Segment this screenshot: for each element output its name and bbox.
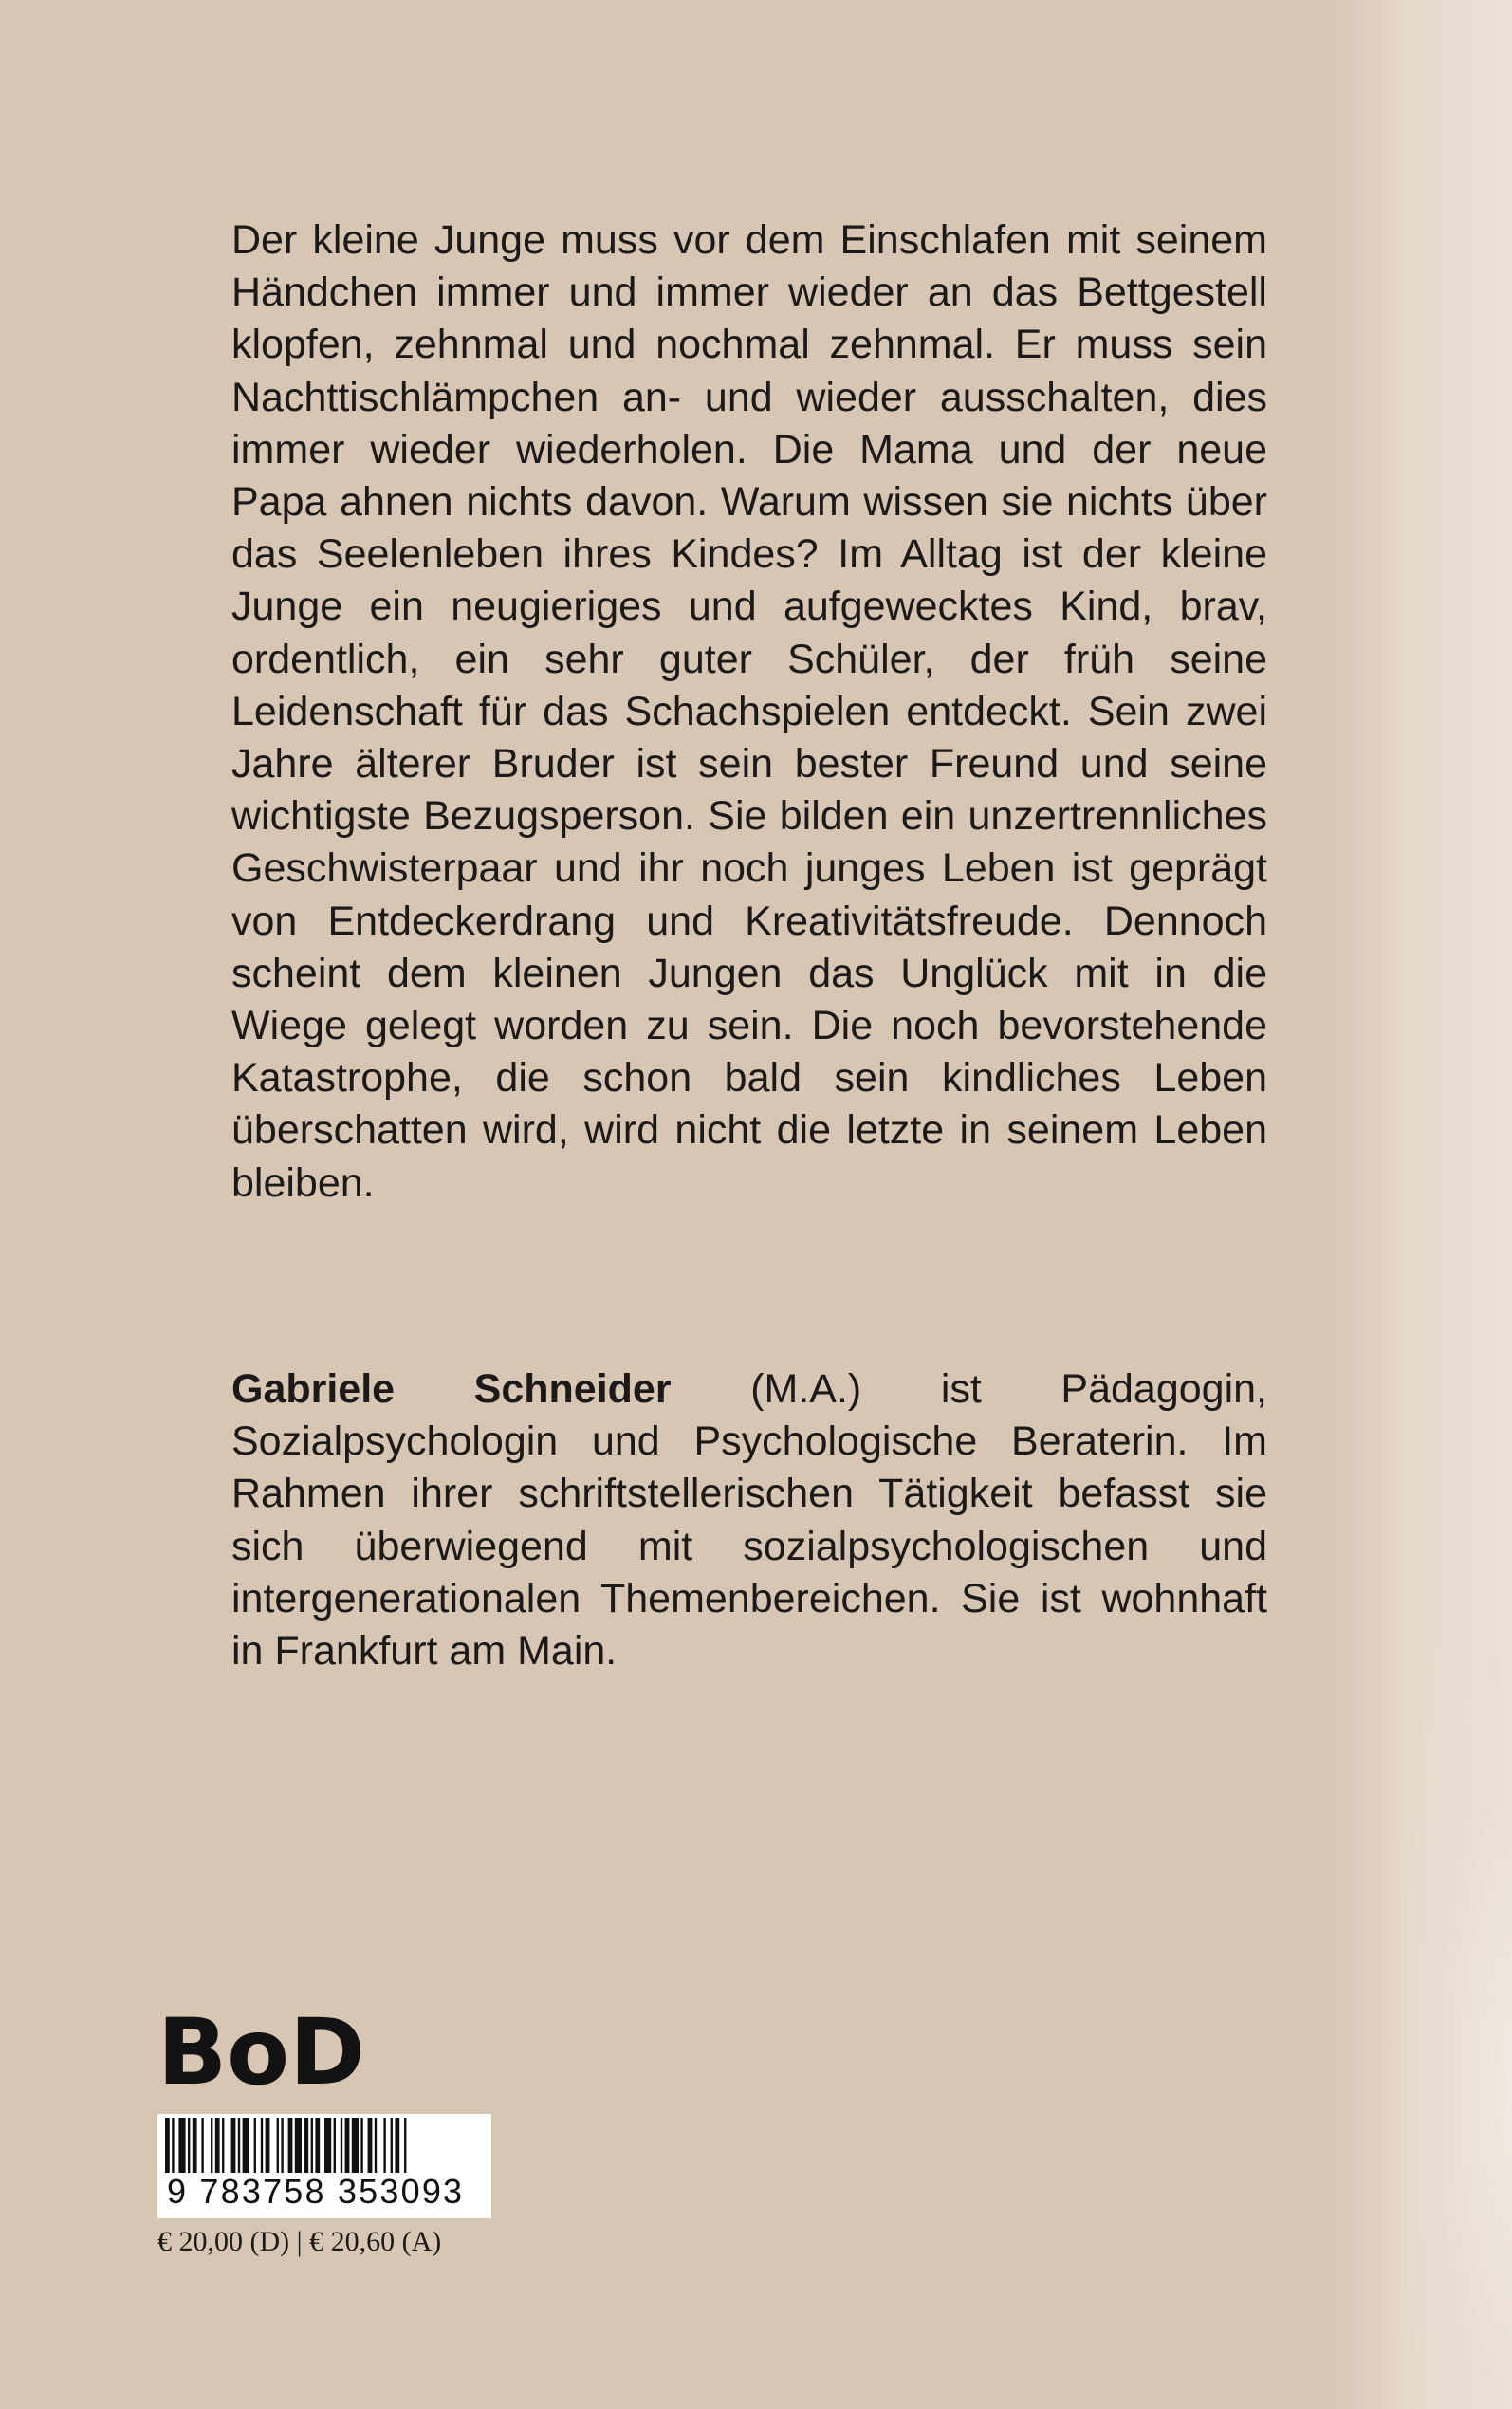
barcode-bar: [304, 2118, 308, 2173]
barcode-bars: [165, 2118, 484, 2173]
barcode-bar: [288, 2118, 293, 2173]
barcode-bar: [295, 2118, 302, 2173]
barcode-bar: [193, 2118, 197, 2173]
barcode-bar: [324, 2118, 331, 2173]
barcode-bar: [215, 2118, 220, 2173]
author-bio-text: (M.A.) ist Pädagogin, Sozialpsychologin und Psychologische Beraterin. Im Rahmen ihrer schriftstellerischen Tätigkeit befasst sie sich überwiegend mit sozialpsychologischen und intergenerationalen Themenbereichen. Sie ist wohnhaft in Frankfurt am Main.: [231, 1366, 1267, 1675]
barcode-bar: [375, 2118, 377, 2173]
barcode-bar: [178, 2118, 185, 2173]
isbn-barcode: [157, 2114, 491, 2218]
price-label: € 20,00 (D) | € 20,60 (A): [157, 2226, 442, 2257]
barcode-bar: [211, 2118, 212, 2173]
barcode-bar: [222, 2118, 224, 2173]
barcode-bar: [311, 2118, 313, 2173]
isbn-number: 9 783758 353093: [167, 2172, 465, 2211]
barcode-bar: [277, 2118, 279, 2173]
publisher-logo: BoD: [157, 1999, 365, 2105]
barcode-bar: [266, 2118, 270, 2173]
barcode-bar: [404, 2118, 406, 2173]
barcode-bar: [261, 2118, 263, 2173]
barcode-bar: [341, 2118, 342, 2173]
barcode-bar: [315, 2118, 320, 2173]
barcode-bar: [238, 2118, 240, 2173]
barcode-bar: [165, 2118, 170, 2173]
author-bio: [231, 1363, 1267, 1677]
barcode-bar: [254, 2118, 256, 2173]
barcode-bar: [352, 2118, 359, 2173]
author-name: Gabriele Schneider: [231, 1366, 672, 1412]
background-photo-edge: [1394, 1613, 1512, 2409]
barcode-bar: [231, 2118, 236, 2173]
barcode-bar: [360, 2118, 362, 2173]
barcode-bar: [243, 2118, 249, 2173]
barcode-bar: [383, 2118, 385, 2173]
barcode-bar: [391, 2118, 393, 2173]
barcode-bar: [368, 2118, 373, 2173]
barcode-bar: [172, 2118, 174, 2173]
barcode-bar: [281, 2118, 283, 2173]
barcode-bar: [395, 2118, 399, 2173]
barcode-bar: [201, 2118, 203, 2173]
barcode-bar: [345, 2118, 350, 2173]
blurb-text: Der kleine Junge muss vor dem Einschlafen mit seinem Händchen immer und immer wieder an das Bettgestell klopfen, zehnmal und nochmal zehnmal. Er muss sein Nachttischlämpchen an- und wieder ausschalten, dies immer wieder wiederholen. Die Mama und der neue Papa ahnen nichts davon. Warum wissen sie nichts über das Seelenleben ihres Kindes? Im Alltag ist der kleine Junge ein neugieriges und aufgewecktes Kind, brav, ordentlich, ein sehr guter Schüler, der früh seine Leidenschaft für das Schachspielen entdeckt. Sein zwei Jahre älterer Bruder ist sein bester Freund und seine wichtigste Bezugsperson. Sie bilden ein unzertrennliches Geschwisterpaar und ihr noch junges Leben ist geprägt von Entdeckerdrang und Kreativitätsfreude. Dennoch scheint dem kleinen Jungen das Unglück mit in die Wiege gelegt worden zu sein. Die noch bevorstehende Katastrophe, die schon bald sein kindliches Leben überschatten wird, wird nicht die letzte in seinem Leben bleiben.: [231, 217, 1267, 1206]
barcode-bar: [188, 2118, 190, 2173]
barcode-bar: [334, 2118, 336, 2173]
